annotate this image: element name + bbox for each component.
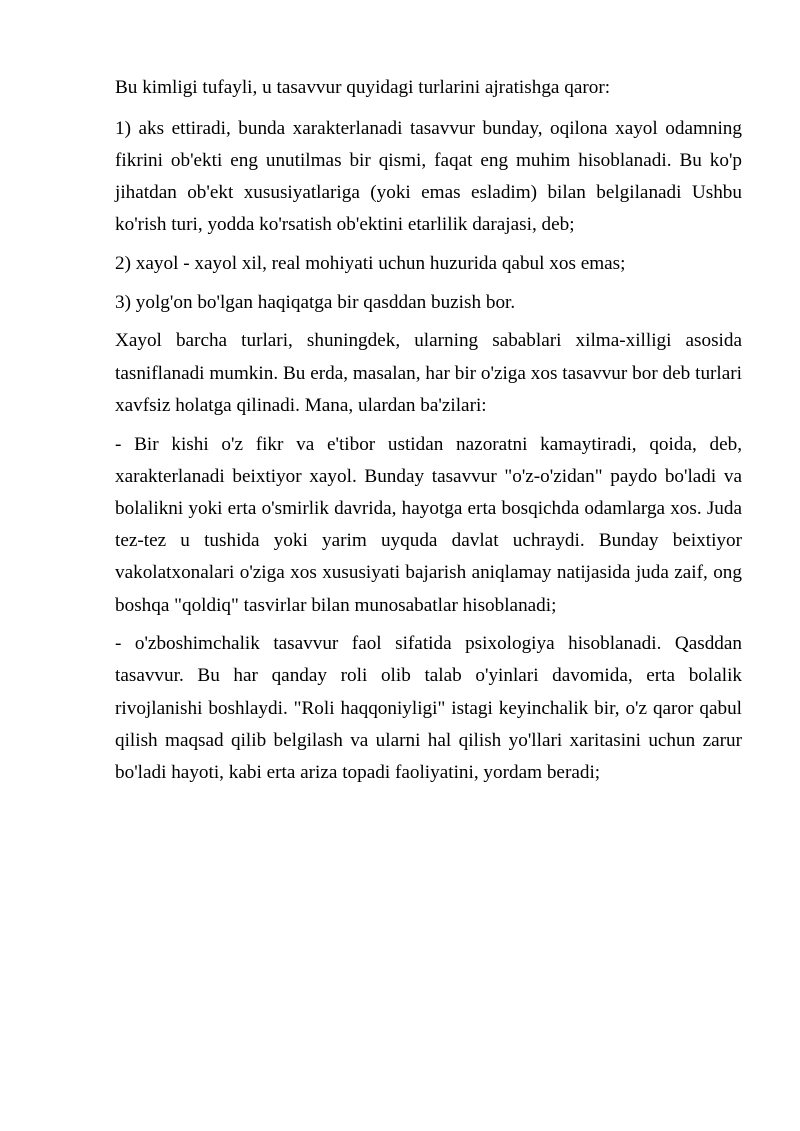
document-page — [115, 72, 742, 796]
paragraph-voluntary: - o'zboshimchalik tasavvur faol sifatida psixologiya hisoblanadi. Qasddan tasavvur. Bu har qanday roli olib talab o'yinlari davomida, erta bolalik rivojlanishi boshlaydi. "Roli haqqoniyligi" istagi keyinchalik bir, o'z qaror qabul qilish maqsad qilib belgilash va ularni hal qilish yo'llari xaritasini uchun zarur bo'ladi hayoti, kabi erta ariza topadi faoliyatini, yordam beradi; — [115, 633, 742, 784]
paragraph-involuntary: - Bir kishi o'z fikr va e'tibor ustidan nazoratni kamaytiradi, qoida, deb, xarakterlanadi beixtiyor xayol. Bunday tasavvur "o'z-o'zidan" paydo bo'ladi va bolalikni yoki erta o'smirlik davrida, hayotga erta bosqichda odamlarga xos. Juda tez-tez u tushida yoki yarim uyquda davlat uchraydi. Bunday beixtiyor vakolatxonalari o'ziga xos xususiyati bajarish aniqlamay natijasida juda zaif, ong boshqa "qoldiq" tasvirlar bilan munosabatlar hisoblanadi; — [115, 433, 742, 616]
paragraph-item-1: 1) aks ettiradi, bunda xarakterlanadi tasavvur bunday, oqilona xayol odamning fikrini ob'ekti eng unutilmas bir qismi, faqat eng muhim hisoblanadi. Bu ko'p jihatdan ob'ekt xususiyatlariga (yoki emas esladim) bilan belgilanadi Ushbu ko'rish turi, yodda ko'rsatish ob'ektini etarlilik darajasi, deb; — [115, 117, 742, 236]
paragraph-intro: Bu kimligi tufayli, u tasavvur quyidagi turlarini ajratishga qaror: — [115, 77, 611, 98]
paragraph-classification: Xayol barcha turlari, shuningdek, ularning sabablari xilma-xilligi asosida tasniflanadi mumkin. Bu erda, masalan, har bir o'ziga xos tasavvur bor deb turlari xavfsiz holatga qilinadi. Mana, ulardan ba'zilari: — [115, 330, 742, 416]
paragraph-item-2: 2) xayol - xayol xil, real mohiyati uchun huzurida qabul xos emas; — [115, 253, 626, 275]
paragraph-item-3: 3) yolg'on bo'lgan haqiqatga bir qasddan buzish bor. — [115, 291, 516, 313]
